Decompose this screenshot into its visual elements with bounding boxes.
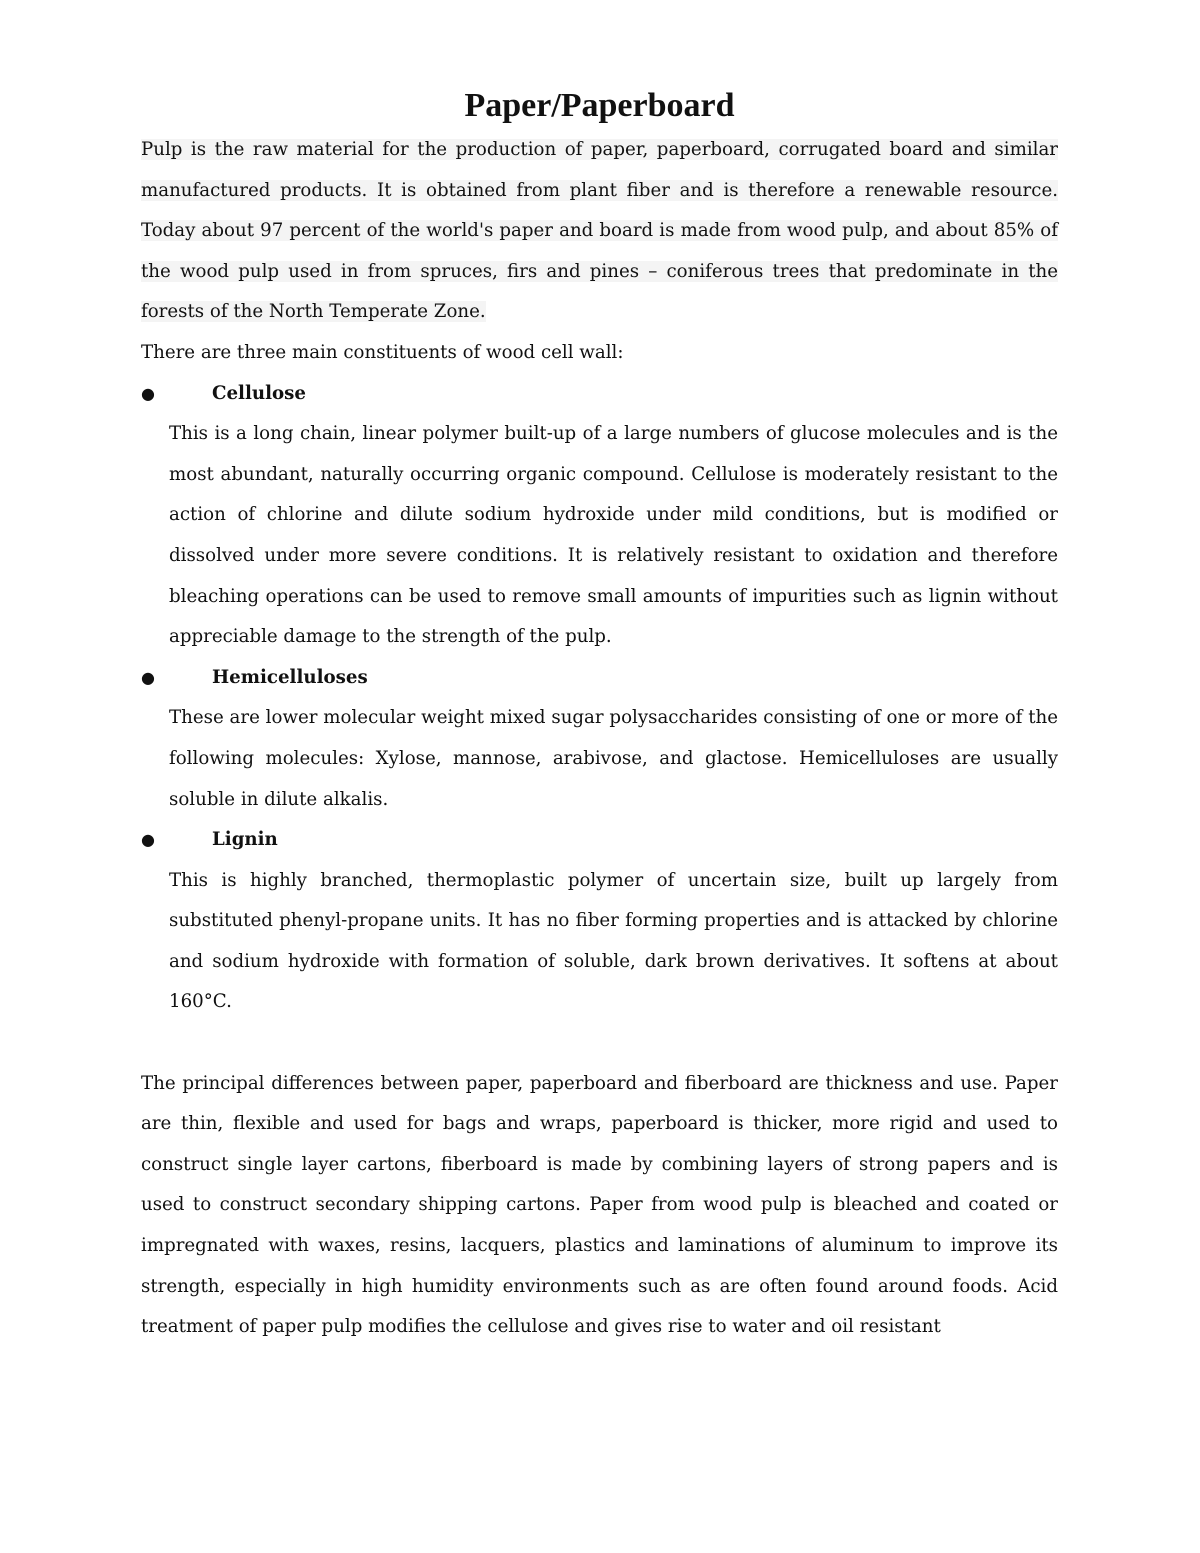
constituents-lead: There are three main constituents of wood cell wall: bbox=[141, 341, 624, 363]
bullet-icon: ● bbox=[141, 667, 155, 687]
paragraph-spacer bbox=[141, 1023, 1058, 1064]
closing-paragraph: The principal differences between paper, paperboard and fiberboard are thickness and use. Paper are thin, flexible and used for bags and wraps, paperboard is thicker, more rigid and used to construct single layer cartons, fiberboard is made by combining layers of strong papers and is used to construct secondary shipping cartons. Paper from wood pulp is bleached and coated or impregnated with waxes, resins, lacquers, plastics and laminations of aluminum to improve its strength, especially in high humidity environments such as are often found around foods. Acid treatment of paper pulp modifies the cellulose and gives rise to water and oil resistant bbox=[141, 1072, 1058, 1338]
bullet-heading bbox=[141, 820, 1058, 861]
constituent-body: This is a long chain, linear polymer built-up of a large numbers of glucose molecules and is the most abundant, naturally occurring organic compound. Cellulose is moderately resistant to the action of chlorine and dilute sodium hydroxide under mild conditions, but is modified or dissolved under more severe conditions. It is relatively resistant to oxidation and therefore bleaching operations can be used to remove small amounts of impurities such as lignin without appreciable damage to the strength of the pulp. bbox=[169, 423, 1058, 648]
bullet-heading bbox=[141, 374, 1058, 415]
intro-paragraph bbox=[141, 130, 1058, 333]
constituent-heading: Lignin bbox=[212, 829, 278, 851]
constituent-item-hemicelluloses bbox=[141, 658, 1058, 820]
bullet-icon: ● bbox=[141, 383, 155, 403]
constituent-item-cellulose bbox=[141, 374, 1058, 658]
intro-text: Pulp is the raw material for the production of paper, paperboard, corrugated board and similar manufactured products. It is obtained from plant fiber and is therefore a renewable resource. Today about 97 percent of the world's paper and board is made from wood pulp, and about 85% of the wood pulp used in from spruces, firs and pines – coniferous trees that predominate in the forests of the North Temperate Zone. bbox=[141, 139, 1058, 323]
document-title: Paper/Paperboard bbox=[464, 87, 735, 124]
bullet-icon: ● bbox=[141, 830, 155, 850]
constituent-heading: Hemicelluloses bbox=[212, 666, 368, 688]
constituent-body: These are lower molecular weight mixed sugar polysaccharides consisting of one or more of the following molecules: Xylose, mannose, arabivose, and glactose. Hemicelluloses are usually soluble in dilute alkalis. bbox=[169, 707, 1058, 810]
constituent-item-lignin bbox=[141, 820, 1058, 1023]
constituent-body: This is highly branched, thermoplastic polymer of uncertain size, built up largely from substituted phenyl-propane units. It has no fiber forming properties and is attacked by chlorine and sodium hydroxide with formation of soluble, dark brown derivatives. It softens at about 160°C. bbox=[169, 869, 1058, 1013]
bullet-heading bbox=[141, 658, 1058, 699]
document-page bbox=[141, 82, 1058, 1348]
constituent-heading: Cellulose bbox=[212, 382, 306, 404]
